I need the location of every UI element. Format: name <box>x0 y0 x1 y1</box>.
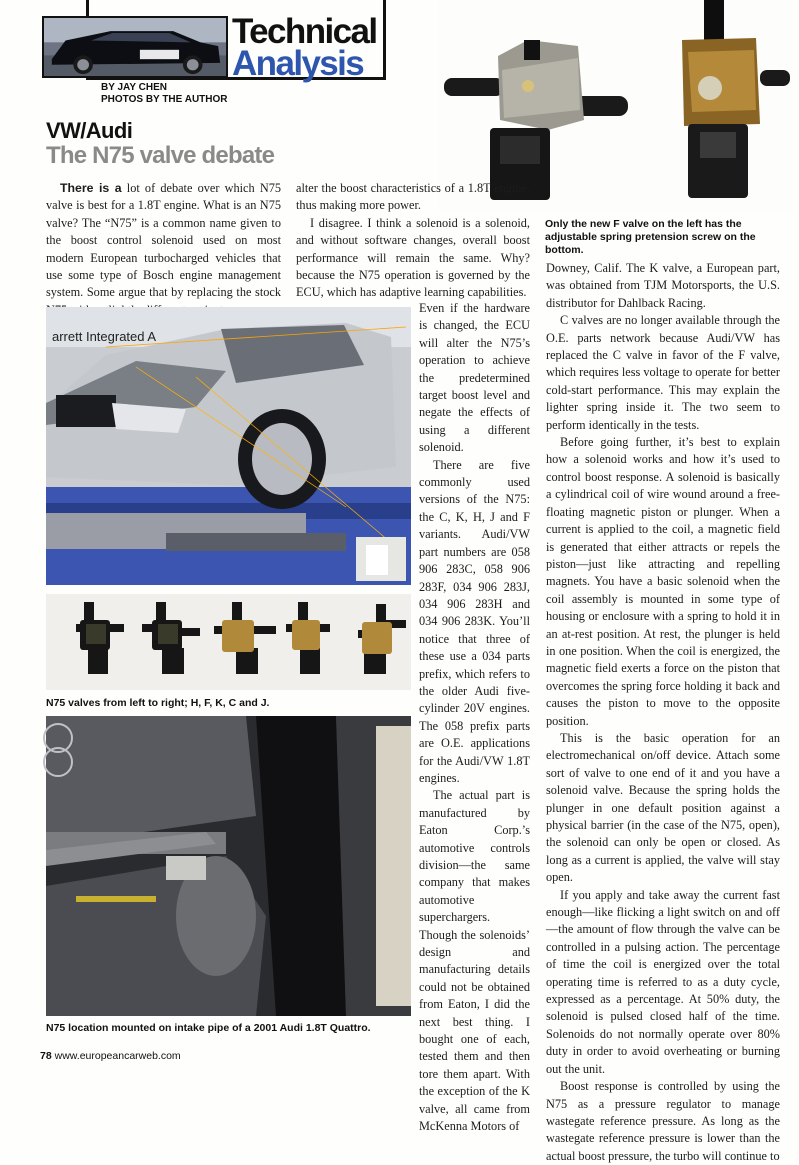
column-3-text <box>546 260 780 1165</box>
paragraph: Before going further, it’s best to explain how a solenoid works and how it’s used to control boost response. A solenoid is basically a cylindrical coil of wire wound around a free-floating magnetic piston or plunger. When a current is applied to the coil, a magnetic field is generated that either attracts or repels the piston—just like attracting and repelling magnets. You have a basic solenoid when the coil assembly is mounted in some type of housing or enclosure with a spring to hold it in an at-rest position. At rest, the plunger is held in one position. When the coil is energized, the magnetic field exerts a force on the piston that overcomes the spring force holding it back and causes the piston to move to the opposite position. <box>546 435 780 728</box>
section-title-analysis: Analysis <box>232 44 364 83</box>
column-2-narrow-text <box>419 300 530 1136</box>
byline-photos: PHOTOS BY THE AUTHOR <box>101 94 228 105</box>
paragraph: C valves are no longer available through the O.E. parts network because Audi/VW has replaced the C valve in favor of the F valve, which requires less voltage to operate for better cold-start performance. This may explain the lighter spring inside it. The two seem to perform identically in the tests. <box>546 313 780 432</box>
paragraph: I disagree. I think a solenoid is a solenoid, and without software changes, overall boost performance will remain the same. Why? because the N75 operation is governed by the ECU, which has adaptive learning capabilities. <box>296 215 530 300</box>
paragraph: Even if the hardware is changed, the ECU will alter the N75’s operation to achieve the predetermined target boost level and negate the effects of using a different solenoid. <box>419 301 530 455</box>
page-number: 78 <box>40 1050 52 1062</box>
paragraph-text: lot of debate over which N75 valve is best for a 1.8T engine. What is an N75 valve? The “N75” is a common name given to the boost control solenoid used on most modern European turbocharged vehicles that use some type of Bosch engine management system. Some argue that by replacing the stock <box>46 181 282 300</box>
article-kicker: VW/Audi <box>46 118 133 143</box>
paragraph: The actual part is manufactured by Eaton Corp.’s automotive controls division—the same company that makes automotive superchargers. Though the solenoids’ design and manufacturing details could not be obtained from Eaton, I did the next best thing. I bought one of each, tested them and then tore them apart. With the exception of the K valve, all came from McKenna Motors of <box>419 788 530 1134</box>
section-title-technical: Technical <box>232 12 377 51</box>
paragraph: If you apply and take away the current fast enough—like flicking a light switch on and off—the amount of flow through the valve can be controlled in a pulsing action. The percentage of time the coil is energized over the total operating time is referred to as a duty cycle, expressed as a percentage. At 50% duty, the solenoid is pulsed closed half of the time. Solenoids do not normally operate over 80% duty in order to avoid overheating or burning out the unit. <box>546 887 780 1076</box>
caption-valves-row: N75 valves from left to right; H, F, K, C and J. <box>46 697 270 709</box>
paragraph <box>46 180 281 319</box>
paragraph: alter the boost characteristics of a 1.8T engine, thus making more power. <box>296 181 530 213</box>
byline-author: BY JAY CHEN <box>101 82 167 93</box>
dyno-car-photo <box>46 307 411 585</box>
byline <box>101 82 228 106</box>
header-car-photo <box>42 16 228 78</box>
intro-lead: There is a <box>60 181 122 195</box>
paragraph: Boost response is controlled by using the N75 as a pressure regulator to manage wastegate reference pressure. As long as the wastegate reference pressure is lower than the actual boost pressure, the turbo will continue to <box>546 1079 780 1163</box>
article-headline: The N75 valve debate <box>46 142 275 169</box>
five-valves-photo <box>46 594 411 690</box>
dyno-banner-text: arrett Integrated A <box>52 329 157 344</box>
column-1-text <box>46 180 281 319</box>
paragraph: There are five commonly used versions of the N75: the C, K, H, J and F variants. Audi/VW part numbers are 058 906 283C, 058 906 283F, 034 906 283J, 034 906 283H and 034 906 283K. You’ll notice that three of these use a 034 parts prefix, which refers to the older Audi five-cylinder 20V engines. The 058 prefix parts are O.E. applications for the Audi/VW 1.8T engines. <box>419 457 530 785</box>
page-footer <box>40 1050 181 1062</box>
engine-bay-photo <box>46 716 411 1016</box>
caption-engine-bay: N75 location mounted on intake pipe of a 2001 Audi 1.8T Quattro. <box>46 1022 371 1034</box>
caption-valve-f: Only the new F valve on the left has the adjustable spring pretension screw on the bottom. <box>545 218 756 256</box>
paragraph: This is the basic operation for an electromechanical on/off device. Attach some sort of valve to one end of it and you have a solenoid valve. Because the spring holds the plunger in one default position against a physical barrier (in the case of the N75, open), the solenoid can only be open or closed. As long as a current is applied, the valve will stay open. <box>546 730 780 885</box>
column-2-text <box>296 180 530 302</box>
paragraph: Downey, Calif. The K valve, a European part, was obtained from TJM Motorsports, the U.S. distributor for Dahlback Racing. <box>546 261 780 310</box>
footer-website[interactable]: www.europeancarweb.com <box>54 1050 181 1062</box>
